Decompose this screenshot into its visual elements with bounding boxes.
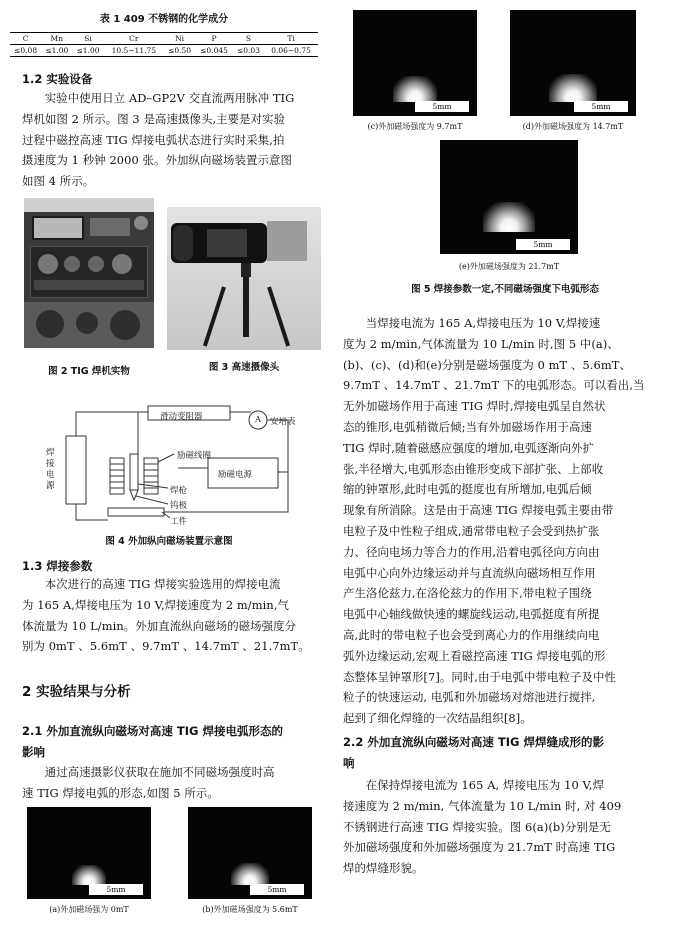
arc-photo-a [27, 807, 151, 899]
text-line: 速 TIG 焊接电弧的形态,如图 5 所示。 [22, 785, 219, 800]
label-torch: 焊枪 [170, 486, 188, 496]
tig-welder-photo [24, 198, 154, 348]
text-line: 别为 0mT 、5.6mT 、9.7mT 、14.7mT 、21.7mT。 [22, 639, 310, 654]
label-coil: 励磁线圈 [177, 451, 212, 461]
text-line: 过程中磁控高速 TIG 焊接电弧状态进行实时采集,拍 [22, 132, 285, 147]
scale-bar: 5mm [250, 884, 304, 895]
label-ammeter-symbol: A [255, 415, 261, 424]
fig5c-caption: (c)外加磁场强度为 9.7mT [367, 122, 463, 131]
table-header-cell: Ni [164, 33, 195, 45]
scale-bar: 5mm [89, 884, 143, 895]
fig5e-caption: (e)外加磁场强度为 21.7mT [458, 262, 560, 271]
text-line: 电弧中心轴线做快速的螺旋线运动,电弧挺度有所提 [343, 607, 600, 622]
arc-glow [483, 202, 535, 232]
text-line: 外加磁场强度和外加磁场强度为 21.7mT 时高速 TIG [343, 840, 616, 855]
chemical-composition-table [10, 32, 318, 57]
label-welding-power: 焊 接 电 源 [46, 448, 55, 491]
fig3-caption: 图 3 高速摄像头 [208, 362, 280, 373]
table-header-cell: P [195, 33, 233, 45]
table-header-cell: Si [72, 33, 103, 45]
section-heading-2: 2 实验结果与分析 [22, 684, 131, 700]
text-line: 粒子的快速运动, 电弧和外加磁场对熔池进行搅拌, [343, 690, 596, 705]
label-workpiece: 工件 [170, 517, 188, 527]
section-1-3-text [22, 574, 328, 657]
text-line: 弧外边缘运动,宏观上看磁控高速 TIG 焊接电弧的形 [343, 648, 606, 663]
table-header-cell: Mn [41, 33, 72, 45]
arc-photo-b [188, 807, 312, 899]
arc-glow [549, 74, 597, 102]
section-heading-1-2: 1.2 实验设备 [22, 72, 93, 86]
table-cell: ≤1.00 [72, 45, 103, 57]
arc-photo-c [353, 10, 477, 116]
fig5-caption: 图 5 焊接参数一定,不同磁场强度下电弧形态 [411, 284, 599, 295]
label-rheostat: 滑动变阻器 [160, 412, 203, 422]
text-line: 9.7mT 、14.7mT 、21.7mT 下的电弧形态。可以看出,当 [343, 378, 645, 393]
section-1-2-text [22, 88, 328, 192]
table-header-cell: Cr [104, 33, 164, 45]
table-cell: ≤0.045 [195, 45, 233, 57]
text-line: 在保持焊接电流为 165 A, 焊接电压为 10 V,焊 [365, 778, 605, 792]
table-header-row [10, 33, 318, 45]
text-line: 当焊接电流为 165 A,焊接电压为 10 V,焊接速 [365, 316, 601, 330]
text-line: 摄速度为 1 秒钟 2000 张。外加纵向磁场装置示意图 [22, 153, 292, 168]
text-line: 力、径向电场力等合力的作用,沿着电弧径向方向由 [343, 544, 600, 559]
section-heading-2-1: 2.1 外加直流纵向磁场对高速 TIG 焊接电弧形态的 [22, 724, 283, 738]
text-line: 本次进行的高速 TIG 焊接实验选用的焊接电流 [44, 577, 281, 591]
text-line: 不锈钢进行高速 TIG 焊接实验。图 6(a)(b)分别是无 [343, 819, 611, 834]
label-ammeter: 安培表 [270, 417, 296, 427]
arc-photo-e [440, 140, 578, 254]
section-heading-2-2: 2.2 外加直流纵向磁场对高速 TIG 焊焊缝成形的影 [343, 735, 604, 749]
text-line: 电粒子及中性粒子组成,通常带电粒子会受到热扩张 [343, 523, 600, 538]
text-line: 产生洛伦兹力,在洛伦兹力的作用下,带电粒子围绕 [343, 586, 592, 601]
section-heading-2-1-cont: 影响 [22, 745, 45, 759]
table-header-cell: Ti [264, 33, 318, 45]
fig5a-caption: (a)外加磁场强为 0mT [49, 905, 129, 914]
section-2-1-text [22, 762, 328, 804]
scale-bar: 5mm [516, 239, 570, 250]
text-line: 缩的钟罩形,此时电弧的挺度也有所增加,电弧后倾 [343, 482, 592, 497]
table-cell: 10.5~11.75 [104, 45, 164, 57]
text-line: TIG 焊时,随着磁感应强度的增加,电弧逐渐向外扩 [343, 440, 594, 455]
scale-bar: 5mm [415, 101, 469, 112]
fig5d-caption: (d)外加磁场强度为 14.7mT [522, 122, 624, 131]
text-line: 高,此时的带电粒子也会受到离心力的作用继续向电 [343, 627, 600, 642]
text-line: 通过高速摄影仪获取在施加不同磁场强度时高 [44, 765, 275, 779]
fig2-caption: 图 2 TIG 焊机实物 [48, 366, 130, 377]
text-line: 如图 4 所示。 [22, 174, 95, 189]
text-line: 电弧中心向外边缘运动并与直流纵向磁场相互作用 [343, 565, 596, 580]
text-line: 现象有所消除。这是由于高速 TIG 焊接电弧主要由带 [343, 503, 614, 518]
text-line: 为 165 A,焊接电压为 10 V,焊接速度为 2 m/min,气 [22, 597, 290, 612]
text-line: 焊的焊缝形貌。 [343, 861, 424, 876]
scale-bar: 5mm [574, 101, 628, 112]
table-cell: ≤0.08 [10, 45, 41, 57]
table-cell: 0.06~0.75 [264, 45, 318, 57]
table-row [10, 45, 318, 57]
arc-glow [72, 865, 106, 885]
text-line: 起到了细化焊缝的一次结晶组织[8]。 [343, 711, 532, 726]
text-line: (b)、(c)、(d)和(e)分别是磁场强度为 0 mT 、5.6mT、 [343, 357, 631, 372]
label-tungsten: 钨极 [170, 501, 188, 511]
text-line: 态整体呈钟罩形[7]。同时,由于电弧中带电粒子及中性 [343, 669, 616, 684]
arc-photo-d [510, 10, 636, 116]
text-line: 态的锥形,电弧稍微后倾;当有外加磁场作用于高速 [343, 419, 592, 434]
arc-glow [393, 76, 437, 102]
section-heading-2-2-cont: 响 [343, 756, 355, 770]
text-line: 焊机如图 2 所示。图 3 是高速摄像头,主要是对实验 [22, 111, 286, 126]
label-coil-power: 励磁电源 [218, 470, 253, 480]
table-cell: ≤0.03 [233, 45, 264, 57]
fig5b-caption: (b)外加磁场强度为 5.6mT [202, 905, 298, 914]
text-line: 体流量为 10 L/min。外加直流纵向磁场的磁场强度分 [22, 618, 297, 633]
results-paragraph [343, 313, 667, 729]
high-speed-camera-photo [167, 207, 321, 350]
table1-caption: 表 1 409 不锈钢的化学成分 [99, 14, 229, 25]
text-line: 接速度为 2 m/min, 气体流量为 10 L/min 时, 对 409 [343, 798, 622, 813]
text-line: 实验中使用日立 AD–GP2V 交直流两用脉冲 TIG [44, 91, 295, 105]
arc-glow [231, 863, 269, 885]
text-line: 度为 2 m/min,气体流量为 10 L/min 时,图 5 中(a)、 [343, 336, 619, 351]
table-cell: ≤0.50 [164, 45, 195, 57]
table-cell: ≤1.00 [41, 45, 72, 57]
text-line: 无外加磁场作用于高速 TIG 焊时,焊接电弧呈自然状 [343, 399, 606, 414]
table-header-cell: S [233, 33, 264, 45]
table-header-cell: C [10, 33, 41, 45]
fig4-caption: 图 4 外加纵向磁场装置示意图 [105, 536, 233, 547]
section-2-2-text [343, 775, 667, 879]
section-heading-1-3: 1.3 焊接参数 [22, 559, 93, 573]
text-line: 张,半径增大,电弧形态由锥形变成下部扩张、上部收 [343, 461, 604, 476]
